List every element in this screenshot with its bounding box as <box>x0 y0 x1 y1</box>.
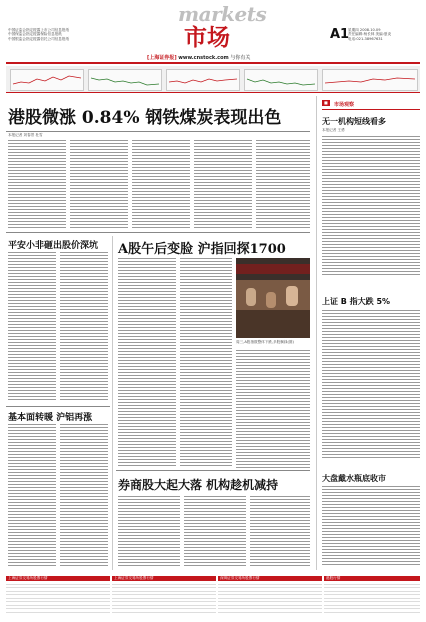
left-col-divider <box>112 236 113 570</box>
masthead-logo-en: markets <box>178 2 267 26</box>
index-chart-4 <box>244 69 318 91</box>
masthead-logo-cn: 市场 <box>184 25 230 51</box>
photo-caption: 周三,A股指数整体下跌,多股飘绿(图) <box>236 340 294 344</box>
left-headline-1: 平安小非砸出股价深坑 <box>8 241 99 251</box>
info-line: 中国保监会指定披露保险信息报纸 <box>8 32 62 37</box>
left-article-2 <box>60 424 108 568</box>
right-col-divider <box>316 96 317 570</box>
info-line: 电话:021-38967631 <box>348 36 383 41</box>
right-article-2 <box>322 310 420 460</box>
right-col-header <box>322 100 420 110</box>
left-article-2 <box>8 424 56 568</box>
masthead-url-line: [上海证券报] www.cnstock.com 与你有关 <box>147 55 251 61</box>
index-chart-5 <box>322 69 418 91</box>
main-article-col <box>8 140 66 228</box>
index-strip <box>6 66 420 93</box>
right-headline-1: 无一机构短线看多 <box>322 117 386 126</box>
headline-rule <box>6 131 310 132</box>
main-headline: 港股微涨 0.84% 钢铁煤炭表现出色 <box>8 108 282 128</box>
right-col-badge: ■ <box>324 100 328 105</box>
main-article-col <box>70 140 128 228</box>
info-line: 责任编辑:杨长林 美编:夏炎 <box>348 32 392 37</box>
center-section-rule <box>116 470 310 471</box>
stock-table-title: 港股行情 <box>324 576 420 581</box>
center-article-2-col <box>250 496 310 570</box>
stock-table-title: 上海证券交易所股票行情 <box>112 576 216 581</box>
masthead-info-right <box>348 28 422 41</box>
main-article-col <box>194 140 252 228</box>
right-headline-2: 上证 B 指大跌 5% <box>322 297 391 306</box>
main-article-col <box>132 140 190 228</box>
stock-table <box>324 576 420 616</box>
stock-table-title: 上海证券交易所股票行情 <box>6 576 110 581</box>
section-rule <box>6 232 310 233</box>
left-section-rule <box>6 406 110 407</box>
right-col-header-label: 市场观察 <box>334 102 355 108</box>
index-chart-2 <box>88 69 162 91</box>
left-article-1 <box>60 252 108 402</box>
right-article-1 <box>322 136 420 278</box>
index-chart-1 <box>10 69 84 91</box>
site-suffix: 与你有关 <box>230 55 251 61</box>
stock-table <box>112 576 216 616</box>
main-byline: 本报记者 刘春景 杜雪 <box>8 133 43 137</box>
stock-table-title: 深圳证券交易所股票行情 <box>218 576 322 581</box>
right-byline: 本报记者 王勇 <box>322 128 345 132</box>
right-article-3 <box>322 486 420 568</box>
stock-table <box>218 576 322 616</box>
newspaper-name: 上海证券报 <box>149 55 175 61</box>
edition-letter: A1 <box>330 27 350 42</box>
main-article-col <box>256 140 310 228</box>
center-article-col <box>118 258 176 470</box>
site-url[interactable]: www.cnstock.com <box>178 55 229 61</box>
center-article-2-col <box>118 496 180 570</box>
center-headline-2: 券商股大起大落 机构趁机减持 <box>118 478 279 492</box>
trading-floor-photo <box>236 258 310 338</box>
masthead-rule <box>6 62 420 64</box>
left-article-1 <box>8 252 56 402</box>
stock-table <box>6 576 110 616</box>
info-line: 中国证监会指定披露上市公司信息报纸 <box>8 28 70 32</box>
center-article-col <box>236 350 310 470</box>
right-headline-3: 大盘戴水瓶底收市 <box>322 474 386 483</box>
left-headline-2: 基本面转暖 沪铝再涨 <box>8 413 93 423</box>
center-article-2-col <box>184 496 246 570</box>
info-line: 中国银监会指定披露信托公司信息报纸 <box>8 36 70 41</box>
info-line: 星期四 2008.10.09 <box>348 28 381 32</box>
center-article-col <box>180 258 232 470</box>
index-chart-3 <box>166 69 240 91</box>
masthead-info-left <box>8 28 128 41</box>
center-headline: A股午后变脸 沪指回探1700 <box>118 242 286 257</box>
